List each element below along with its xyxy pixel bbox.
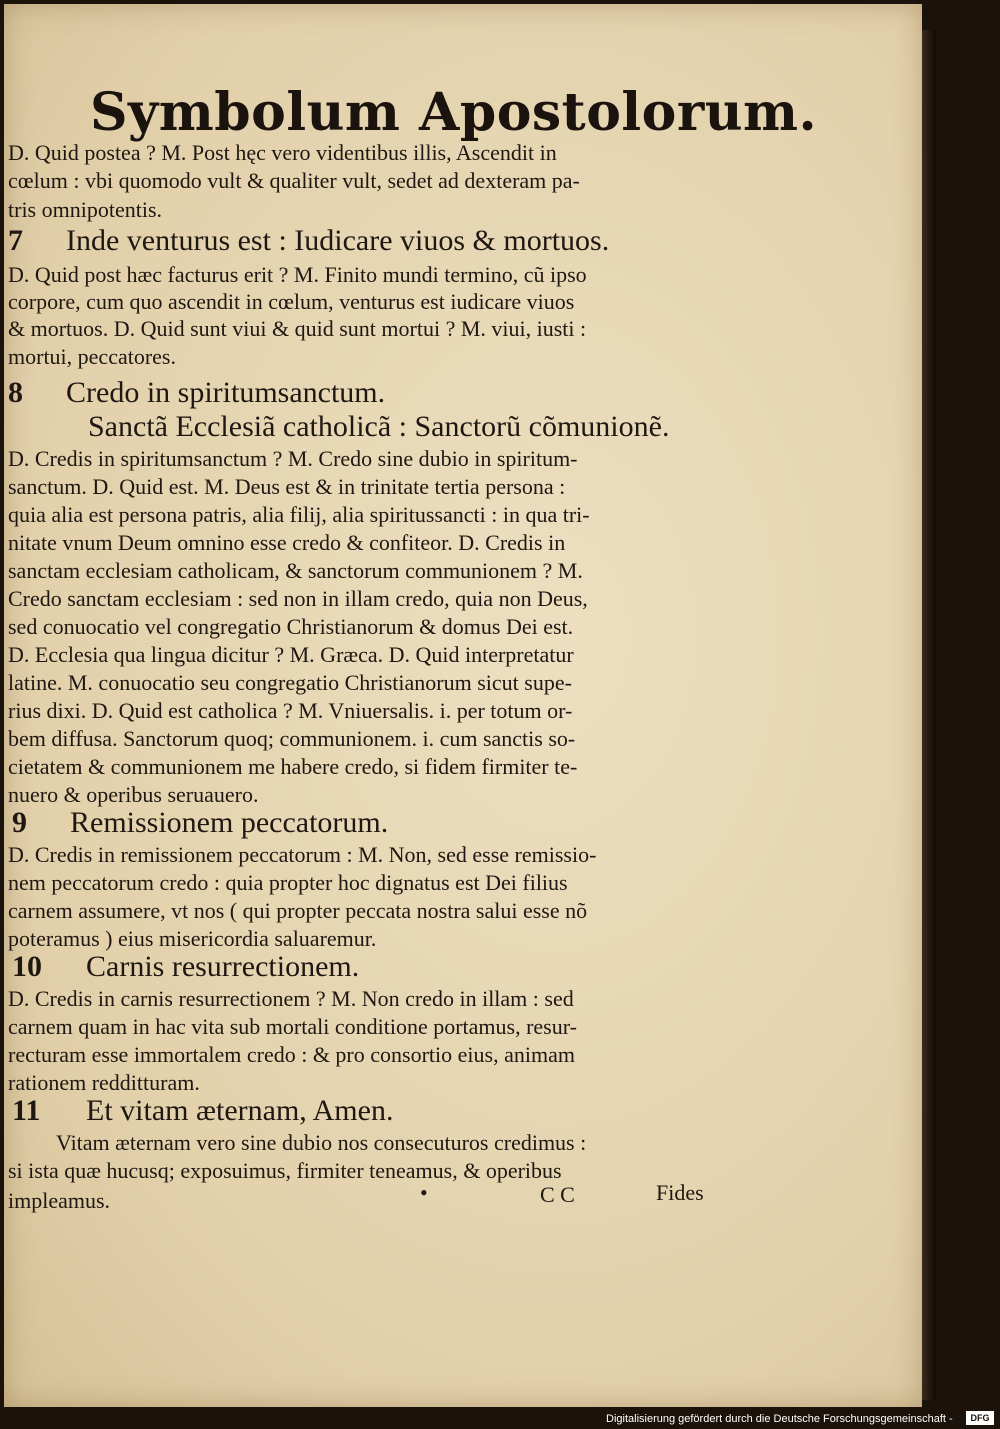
text-line: D. Credis in remissionem peccatorum : M. Non, sed esse remissio- (8, 842, 597, 867)
text-line: poteramus ) eius misericordia saluaremur. (8, 926, 377, 951)
text-line: D. Quid postea ? M. Post hęc vero videntibus illis, Ascendit in (8, 140, 557, 165)
catchword: Fides (656, 1180, 704, 1205)
text-line: nem peccatorum credo : quia propter hoc dignatus est Dei filius (8, 870, 568, 895)
text-line: impleamus. (8, 1188, 111, 1213)
article-text: Carnis resurrectionem. (86, 950, 360, 983)
article-11-heading (12, 1094, 393, 1128)
text-line: quia alia est persona patris, alia filij, alia spiritussancti : in qua tri- (8, 502, 590, 527)
text-line: D. Credis in spiritumsanctum ? M. Credo sine dubio in spiritum- (8, 446, 578, 471)
signature-bullet: • (420, 1180, 428, 1205)
text-line: Vitam æternam vero sine dubio nos consecuturos credimus : (56, 1130, 587, 1155)
dfg-logo: DFG (966, 1411, 994, 1425)
article-text: Inde venturus est : Iudicare viuos & mortuos. (66, 224, 610, 257)
text-line: nuero & operibus seruauero. (8, 782, 259, 807)
text-line: rius dixi. D. Quid est catholica ? M. Vniuersalis. i. per totum or- (8, 698, 573, 723)
text-line: carnem quam in hac vita sub mortali conditione portamus, resur- (8, 1014, 577, 1039)
text-line: nitate vnum Deum omnino esse credo & confiteor. D. Credis in (8, 530, 566, 555)
article-7-heading (8, 224, 609, 258)
article-number: 8 (8, 376, 23, 409)
article-8-heading (8, 376, 385, 410)
text-line: rationem redditturam. (8, 1070, 200, 1095)
page-edge-shadow (922, 30, 936, 1400)
text-line: Credo sanctam ecclesiam : sed non in illam credo, quia non Deus, (8, 586, 588, 611)
signature-mark: C C (540, 1182, 575, 1207)
digitization-credit: Digitalisierung gefördert durch die Deutsche Forschungsgemeinschaft - (606, 1413, 953, 1425)
text-line: recturam esse immortalem credo : & pro consortio eius, animam (8, 1042, 575, 1067)
text-line: D. Quid post hæc facturus erit ? M. Finito mundi termino, cũ ipso (8, 262, 587, 287)
text-line: sanctum. D. Quid est. M. Deus est & in trinitate tertia persona : (8, 474, 566, 499)
text-line: & mortuos. D. Quid sunt viui & quid sunt mortui ? M. viui, iusti : (8, 316, 587, 341)
text-line: D. Ecclesia qua lingua dicitur ? M. Græca. D. Quid interpretatur (8, 642, 574, 667)
text-line: carnem assumere, vt nos ( qui propter peccata nostra salui esse nõ (8, 898, 588, 923)
article-8b-heading: Sanctã Ecclesiã catholicã : Sanctorũ cõmunionẽ. (88, 410, 670, 443)
article-text: Et vitam æternam, Amen. (86, 1094, 394, 1127)
article-text: Remissionem peccatorum. (70, 806, 389, 839)
article-number: 11 (12, 1094, 41, 1127)
text-line: tris omnipotentis. (8, 197, 162, 222)
text-line: latine. M. conuocatio seu congregatio Christianorum sicut supe- (8, 670, 572, 695)
page-title: Symbolum Apostolorum. (90, 82, 818, 143)
text-line: corpore, cum quo ascendit in cœlum, venturus est iudicare viuos (8, 289, 575, 314)
article-number: 10 (12, 950, 42, 983)
text-line: sanctam ecclesiam catholicam, & sanctorum communionem ? M. (8, 558, 583, 583)
article-number: 9 (12, 806, 27, 839)
text-line: cœlum : vbi quomodo vult & qualiter vult, sedet ad dexteram pa- (8, 168, 580, 193)
article-number: 7 (8, 224, 23, 257)
article-text: Credo in spiritumsanctum. (66, 376, 386, 409)
text-line: sed conuocatio vel congregatio Christianorum & domus Dei est. (8, 614, 574, 639)
text-line: D. Credis in carnis resurrectionem ? M. Non credo in illam : sed (8, 986, 574, 1011)
article-9-heading (12, 806, 388, 840)
text-line: si ista quæ hucusq; exposuimus, firmiter teneamus, & operibus (8, 1158, 562, 1183)
text-line: mortui, peccatores. (8, 344, 176, 369)
text-line: bem diffusa. Sanctorum quoq; communionem. i. cum sanctis so- (8, 726, 576, 751)
text-line: cietatem & communionem me habere credo, si fidem firmiter te- (8, 754, 578, 779)
article-10-heading (12, 950, 359, 984)
